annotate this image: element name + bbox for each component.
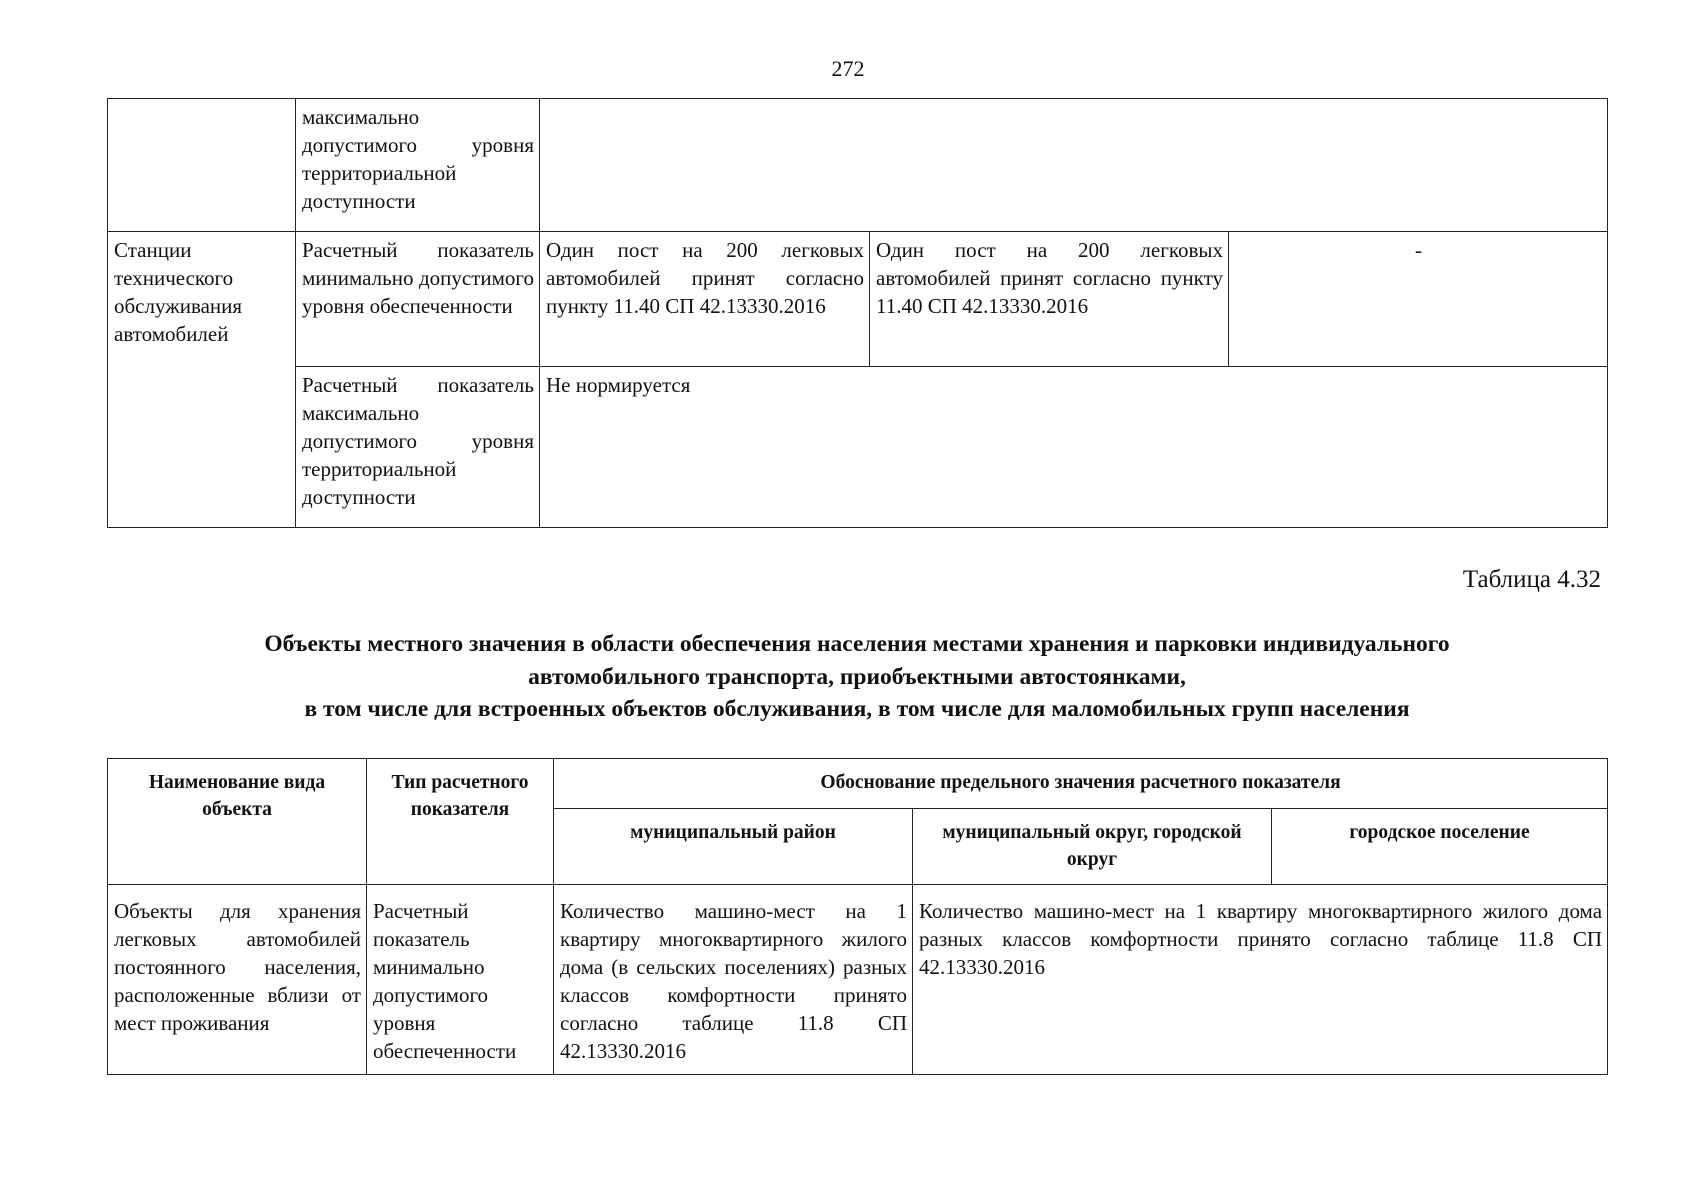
table-cell: Расчетный показатель минимально допустимого уровня обеспеченности [296, 232, 540, 367]
header-indicator-type: Тип расчетного показателя [367, 759, 554, 885]
table-cell: максимально допустимого уровня территориальной доступности [296, 99, 540, 232]
table-cell [108, 99, 296, 232]
table-cell [540, 99, 1608, 232]
table-number: Таблица 4.32 [1462, 566, 1601, 593]
header-municipal-district: муниципальный район [554, 809, 913, 885]
table-cell-municipal-district: Количество машино-мест на 1 квартиру многоквартирного жилого дома (в сельских поселениях) разных классов комфортности принято согласно таблице 11.8 СП 42.13330.2016 [554, 885, 913, 1075]
table-cell: - [1229, 232, 1608, 367]
header-municipal-okrug: муниципальный округ, городской округ [913, 809, 1272, 885]
table-row [108, 99, 1608, 232]
table-title-line: Объекты местного значения в области обеспечения населения местами хранения и парковки индивидуального [264, 631, 1450, 657]
table-continuation [107, 98, 1608, 528]
page-number: 272 [831, 56, 865, 81]
table-row [108, 367, 1608, 528]
table-cell-okrug-settlement: Количество машино-мест на 1 квартиру многоквартирного жилого дома разных классов комфортности принято согласно таблице 11.8 СП 42.13330.2016 [913, 885, 1608, 1075]
table-title-line: в том числе для встроенных объектов обслуживания, в том числе для маломобильных групп населения [304, 696, 1410, 722]
header-urban-settlement: городское поселение [1272, 809, 1608, 885]
table-cell-indicator-type: Расчетный показатель минимально допустимого уровня обеспеченности [367, 885, 554, 1075]
table-header-row [108, 759, 1608, 809]
table-4-32 [107, 758, 1608, 1075]
table-row [108, 232, 1608, 367]
table-cell-object-type: Объекты для хранения легковых автомобилей постоянного населения, расположенные вблизи от мест проживания [108, 885, 367, 1075]
table-cell-object-name: Станции технического обслуживания автомобилей [108, 232, 296, 528]
header-object-type: Наименование вида объекта [108, 759, 367, 885]
table-title-line: автомобильного транспорта, приобъектными автостоянками, [528, 663, 1186, 690]
table-cell: Не нормируется [540, 367, 1608, 528]
table-cell: Один пост на 200 легковых автомобилей принят согласно пункту 11.40 СП 42.13330.2016 [870, 232, 1229, 367]
table-cell: Один пост на 200 легковых автомобилей принят согласно пункту 11.40 СП 42.13330.2016 [540, 232, 870, 367]
table-cell: Расчетный показатель максимально допустимого уровня территориальной доступности [296, 367, 540, 528]
header-justification: Обоснование предельного значения расчетного показателя [554, 759, 1608, 809]
table-title [107, 628, 1607, 726]
table-row [108, 885, 1608, 1075]
